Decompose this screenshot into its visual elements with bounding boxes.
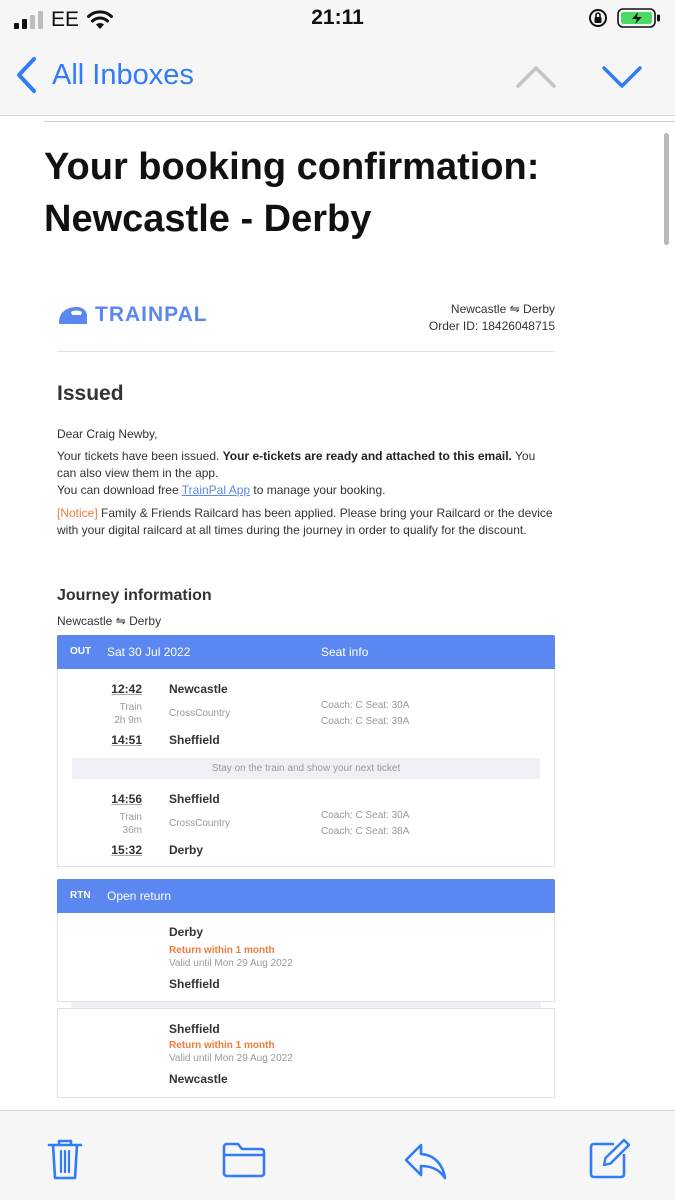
- trash-icon[interactable]: [46, 1137, 84, 1181]
- valid-until: Valid until Mon 29 Aug 2022: [169, 1053, 293, 1064]
- carrier-name: EE: [51, 8, 80, 31]
- compose-icon[interactable]: [588, 1138, 630, 1180]
- header-route: Newcastle ⇋ Derby: [450, 302, 555, 316]
- return-from-station: Sheffield: [169, 1022, 220, 1036]
- journey-route: Newcastle ⇋ Derby: [57, 614, 162, 628]
- status-heading: Issued: [57, 382, 124, 405]
- email-body: [57, 287, 555, 1098]
- order-summary: [429, 301, 555, 335]
- return-section: [57, 879, 555, 1098]
- outbound-header: [57, 635, 555, 669]
- return-label: Open return: [107, 889, 172, 903]
- intro-paragraph: [57, 448, 555, 482]
- download-paragraph: [57, 482, 555, 499]
- status-time: 21:11: [311, 6, 364, 29]
- email-header: [57, 287, 555, 352]
- departure-time: 14:56: [111, 792, 142, 806]
- return-to-station: Sheffield: [169, 977, 220, 991]
- brand-name: TRAINPAL: [95, 303, 208, 326]
- departure-station: Sheffield: [169, 792, 220, 806]
- intro-bold-text: Your e-tickets are ready and attached to this email.: [222, 449, 512, 463]
- return-validity: Return within 1 month: [169, 945, 275, 956]
- return-leg-card: [57, 913, 555, 1002]
- orientation-lock-icon: [587, 7, 609, 29]
- intro-text: Your tickets have been issued.: [57, 449, 223, 463]
- status-right: [587, 7, 661, 29]
- return-leg-card: [57, 1008, 555, 1098]
- outbound-date: Sat 30 Jul 2022: [107, 645, 191, 659]
- chevron-up-icon[interactable]: [514, 58, 558, 94]
- valid-until: Valid until Mon 29 Aug 2022: [169, 958, 293, 969]
- trainpal-logo: [57, 303, 208, 327]
- navigation-bar: [0, 38, 675, 116]
- train-logo-icon: [57, 304, 89, 326]
- departure-station: Newcastle: [169, 682, 228, 696]
- notice-paragraph: [57, 505, 555, 539]
- scrollbar[interactable]: [664, 133, 669, 245]
- intro-text-end: You can also view them in the app.: [57, 449, 536, 480]
- seat-reservation: Coach: C Seat: 30A: [321, 700, 410, 711]
- arrival-time: 15:32: [111, 843, 142, 857]
- divider: [44, 121, 675, 122]
- train-operator: CrossCountry: [169, 818, 231, 829]
- bottom-toolbar: [0, 1110, 675, 1200]
- order-id: Order ID: 18426048715: [428, 319, 555, 333]
- back-button[interactable]: [14, 56, 194, 94]
- email-content[interactable]: [0, 117, 675, 1110]
- outbound-details: [57, 669, 555, 867]
- notice-tag: [Notice]: [57, 506, 98, 520]
- chevron-left-icon: [14, 56, 38, 94]
- travel-duration: 2h 9m: [114, 715, 142, 726]
- arrival-station: Sheffield: [169, 733, 220, 747]
- status-bar: [0, 0, 675, 38]
- train-operator: CrossCountry: [169, 708, 231, 719]
- seat-reservation: Coach: C Seat: 30A: [321, 810, 410, 821]
- seat-reservation: Coach: C Seat: 38A: [321, 826, 410, 837]
- greeting: Dear Craig Newby,: [57, 427, 158, 441]
- seat-info-header: Seat info: [321, 645, 369, 659]
- travel-mode: Train: [119, 702, 142, 713]
- arrival-station: Derby: [169, 843, 204, 857]
- outbound-tag: OUT: [70, 646, 92, 657]
- change-note: Stay on the train and show your next ticket: [72, 758, 540, 779]
- trainpal-app-link[interactable]: TrainPal App: [181, 483, 251, 497]
- email-subject: Your booking confirmation: Newcastle - Derby: [44, 146, 540, 240]
- back-button-label: All Inboxes: [52, 58, 194, 91]
- battery-icon: [617, 7, 661, 29]
- return-header: [57, 879, 555, 913]
- return-tag: RTN: [70, 890, 91, 901]
- download-text: You can download free: [57, 483, 182, 497]
- chevron-down-icon[interactable]: [600, 58, 644, 94]
- download-text-end: to manage your booking.: [250, 483, 386, 497]
- journey-title: Journey information: [57, 587, 212, 604]
- seat-reservation: Coach: C Seat: 39A: [321, 716, 410, 727]
- travel-duration: 36m: [122, 825, 142, 836]
- folder-icon[interactable]: [221, 1141, 267, 1179]
- departure-time: 12:42: [111, 682, 142, 696]
- reply-icon[interactable]: [403, 1141, 449, 1181]
- notice-text: Family & Friends Railcard has been applied. Please bring your Railcard or the device with your digital railcard at all times during the journey in order to qualify for the discount.: [57, 506, 553, 537]
- outbound-section: [57, 635, 555, 867]
- return-from-station: Derby: [169, 925, 204, 939]
- return-validity: Return within 1 month: [169, 1040, 275, 1051]
- travel-mode: Train: [119, 812, 142, 823]
- return-to-station: Newcastle: [169, 1072, 228, 1086]
- arrival-time: 14:51: [111, 733, 142, 747]
